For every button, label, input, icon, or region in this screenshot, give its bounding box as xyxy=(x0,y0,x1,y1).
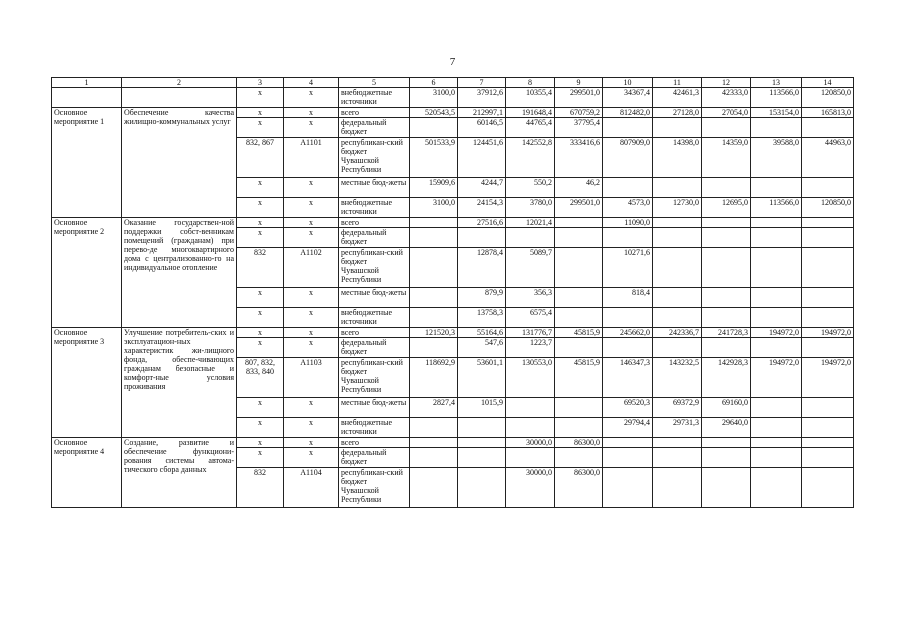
value-cell xyxy=(603,438,653,448)
value-cell: 55164,6 xyxy=(458,328,506,338)
value-cell xyxy=(702,218,751,228)
value-cell: 2827,4 xyxy=(410,398,458,418)
code-cell: х xyxy=(237,198,284,218)
code-cell: х xyxy=(284,88,339,108)
code-cell: х xyxy=(237,308,284,328)
table-row xyxy=(52,438,854,448)
page-number: 7 xyxy=(449,56,456,68)
value-cell: 12021,4 xyxy=(506,218,555,228)
value-cell xyxy=(751,448,802,468)
value-cell: 299501,0 xyxy=(555,88,603,108)
code-cell: х xyxy=(284,118,339,138)
value-cell: 153154,0 xyxy=(751,108,802,118)
value-cell: 4573,0 xyxy=(603,198,653,218)
value-cell: 3100,0 xyxy=(410,88,458,108)
value-cell xyxy=(410,288,458,308)
value-cell: 12695,0 xyxy=(702,198,751,218)
value-cell: 212997,1 xyxy=(458,108,506,118)
value-cell xyxy=(653,248,702,288)
source-cell: республикан-ский бюджет Чувашской Республики xyxy=(339,468,410,508)
desc-cell xyxy=(122,88,237,108)
value-cell xyxy=(555,398,603,418)
value-cell: 501533,9 xyxy=(410,138,458,178)
value-cell: 30000,0 xyxy=(506,438,555,448)
value-cell xyxy=(653,468,702,508)
value-cell: 10271,6 xyxy=(603,248,653,288)
value-cell: 69372,9 xyxy=(653,398,702,418)
value-cell: 39588,0 xyxy=(751,138,802,178)
value-cell: 333416,6 xyxy=(555,138,603,178)
value-cell: 879,9 xyxy=(458,288,506,308)
code-cell: х xyxy=(284,178,339,198)
value-cell: 818,4 xyxy=(603,288,653,308)
value-cell: 242336,7 xyxy=(653,328,702,338)
header-cell: 3 xyxy=(237,78,284,88)
code-cell: х xyxy=(237,338,284,358)
value-cell: 124451,6 xyxy=(458,138,506,178)
value-cell xyxy=(751,218,802,228)
measure-label-cell: Основное мероприятие 2 xyxy=(52,218,122,328)
code-cell: х xyxy=(284,398,339,418)
table-row xyxy=(52,328,854,338)
value-cell: 550,2 xyxy=(506,178,555,198)
code-cell: 832, 867 xyxy=(237,138,284,178)
source-cell: местные бюд-жеты xyxy=(339,288,410,308)
value-cell: 670759,2 xyxy=(555,108,603,118)
source-cell: всего xyxy=(339,438,410,448)
code-cell: х xyxy=(284,198,339,218)
code-cell: х xyxy=(284,338,339,358)
value-cell xyxy=(702,228,751,248)
code-cell: х xyxy=(284,218,339,228)
code-cell: А1101 xyxy=(284,138,339,178)
value-cell xyxy=(802,338,854,358)
value-cell xyxy=(802,398,854,418)
code-cell: х xyxy=(284,418,339,438)
source-cell: федеральный бюджет xyxy=(339,118,410,138)
value-cell xyxy=(751,118,802,138)
value-cell: 34367,4 xyxy=(603,88,653,108)
measure-description-cell: Обеспечение качества жилищно-коммунальных услуг xyxy=(122,108,237,218)
code-cell: х xyxy=(284,228,339,248)
value-cell: 14398,0 xyxy=(653,138,702,178)
value-cell xyxy=(458,438,506,448)
value-cell xyxy=(603,308,653,328)
code-cell: 832 xyxy=(237,468,284,508)
value-cell: 12730,0 xyxy=(653,198,702,218)
value-cell xyxy=(751,338,802,358)
value-cell xyxy=(802,438,854,448)
value-cell xyxy=(702,178,751,198)
value-cell: 120850,0 xyxy=(802,88,854,108)
value-cell xyxy=(802,228,854,248)
value-cell xyxy=(702,308,751,328)
code-cell: х xyxy=(237,178,284,198)
value-cell xyxy=(802,448,854,468)
value-cell xyxy=(802,468,854,508)
value-cell: 53601,1 xyxy=(458,358,506,398)
code-cell: 832 xyxy=(237,248,284,288)
value-cell xyxy=(653,338,702,358)
value-cell: 60146,5 xyxy=(458,118,506,138)
value-cell: 547,6 xyxy=(458,338,506,358)
value-cell: 146347,3 xyxy=(603,358,653,398)
value-cell: 24154,3 xyxy=(458,198,506,218)
budget-table xyxy=(51,77,854,508)
header-cell: 9 xyxy=(555,78,603,88)
value-cell xyxy=(702,288,751,308)
header-cell: 8 xyxy=(506,78,555,88)
code-cell: А1102 xyxy=(284,248,339,288)
value-cell xyxy=(603,118,653,138)
value-cell xyxy=(653,308,702,328)
header-cell: 5 xyxy=(339,78,410,88)
value-cell: 69160,0 xyxy=(702,398,751,418)
value-cell: 1015,9 xyxy=(458,398,506,418)
value-cell xyxy=(751,398,802,418)
value-cell: 143232,5 xyxy=(653,358,702,398)
value-cell xyxy=(555,308,603,328)
measure-label-cell: Основное мероприятие 3 xyxy=(52,328,122,438)
value-cell: 6575,4 xyxy=(506,308,555,328)
value-cell: 14359,0 xyxy=(702,138,751,178)
header-cell: 1 xyxy=(52,78,122,88)
value-cell: 13758,3 xyxy=(458,308,506,328)
table-body xyxy=(52,78,854,508)
header-cell: 13 xyxy=(751,78,802,88)
value-cell xyxy=(410,218,458,228)
value-cell: 113566,0 xyxy=(751,198,802,218)
value-cell xyxy=(555,288,603,308)
value-cell xyxy=(506,418,555,438)
value-cell: 3100,0 xyxy=(410,198,458,218)
value-cell xyxy=(555,218,603,228)
value-cell xyxy=(506,228,555,248)
value-cell: 37795,4 xyxy=(555,118,603,138)
table-row xyxy=(52,218,854,228)
header-cell: 11 xyxy=(653,78,702,88)
measure-description-cell: Создание, развитие и обеспечение функциони-рования системы автома-тического сбора данных xyxy=(122,438,237,508)
value-cell xyxy=(653,178,702,198)
value-cell: 46,2 xyxy=(555,178,603,198)
header-cell: 12 xyxy=(702,78,751,88)
value-cell xyxy=(802,118,854,138)
table-row xyxy=(52,108,854,118)
value-cell: 131776,7 xyxy=(506,328,555,338)
source-cell: местные бюд-жеты xyxy=(339,178,410,198)
value-cell xyxy=(653,288,702,308)
value-cell: 86300,0 xyxy=(555,438,603,448)
value-cell: 3780,0 xyxy=(506,198,555,218)
source-cell: местные бюд-жеты xyxy=(339,398,410,418)
value-cell: 45815,9 xyxy=(555,328,603,338)
measure-description-cell: Оказание государствен-ной поддержки собст-венникам помещений (гражданам) при перево-де многоквартирного дома с централизованно-го на индивидуальное отопление xyxy=(122,218,237,328)
value-cell: 5089,7 xyxy=(506,248,555,288)
value-cell: 245662,0 xyxy=(603,328,653,338)
value-cell: 241728,3 xyxy=(702,328,751,338)
header-cell: 6 xyxy=(410,78,458,88)
value-cell: 113566,0 xyxy=(751,88,802,108)
code-cell: х xyxy=(237,118,284,138)
value-cell xyxy=(410,448,458,468)
value-cell xyxy=(802,178,854,198)
value-cell xyxy=(410,338,458,358)
value-cell: 42461,3 xyxy=(653,88,702,108)
value-cell: 86300,0 xyxy=(555,468,603,508)
value-cell: 356,3 xyxy=(506,288,555,308)
code-cell: х xyxy=(237,418,284,438)
value-cell xyxy=(751,308,802,328)
source-cell: федеральный бюджет xyxy=(339,338,410,358)
header-cell: 14 xyxy=(802,78,854,88)
source-cell: республикан-ский бюджет Чувашской Республики xyxy=(339,138,410,178)
code-cell: х xyxy=(237,88,284,108)
value-cell xyxy=(802,418,854,438)
value-cell xyxy=(702,448,751,468)
value-cell xyxy=(555,448,603,468)
value-cell xyxy=(702,338,751,358)
value-cell xyxy=(410,308,458,328)
value-cell xyxy=(653,228,702,248)
code-cell: х xyxy=(284,438,339,448)
code-cell: А1104 xyxy=(284,468,339,508)
value-cell xyxy=(603,228,653,248)
value-cell: 807909,0 xyxy=(603,138,653,178)
value-cell xyxy=(751,178,802,198)
value-cell: 121520,3 xyxy=(410,328,458,338)
value-cell: 120850,0 xyxy=(802,198,854,218)
source-cell: федеральный бюджет xyxy=(339,448,410,468)
value-cell: 29794,4 xyxy=(603,418,653,438)
code-cell: х xyxy=(237,438,284,448)
code-cell: х xyxy=(237,328,284,338)
value-cell: 27516,6 xyxy=(458,218,506,228)
value-cell: 29640,0 xyxy=(702,418,751,438)
value-cell: 11090,0 xyxy=(603,218,653,228)
value-cell xyxy=(603,338,653,358)
value-cell xyxy=(751,288,802,308)
code-cell: х xyxy=(237,288,284,308)
header-cell: 10 xyxy=(603,78,653,88)
value-cell xyxy=(603,468,653,508)
code-cell: х xyxy=(237,228,284,248)
value-cell: 45815,9 xyxy=(555,358,603,398)
value-cell xyxy=(458,228,506,248)
value-cell: 191648,4 xyxy=(506,108,555,118)
value-cell: 37912,6 xyxy=(458,88,506,108)
value-cell xyxy=(802,308,854,328)
value-cell: 194972,0 xyxy=(802,328,854,338)
value-cell: 1223,7 xyxy=(506,338,555,358)
source-cell: республикан-ский бюджет Чувашской Республики xyxy=(339,358,410,398)
value-cell: 27128,0 xyxy=(653,108,702,118)
value-cell xyxy=(702,468,751,508)
table-row xyxy=(52,88,854,108)
value-cell xyxy=(603,178,653,198)
value-cell xyxy=(603,448,653,468)
value-cell xyxy=(458,468,506,508)
value-cell xyxy=(802,288,854,308)
code-cell: х xyxy=(284,328,339,338)
label-cell xyxy=(52,88,122,108)
value-cell: 44765,4 xyxy=(506,118,555,138)
value-cell xyxy=(751,438,802,448)
value-cell xyxy=(702,248,751,288)
value-cell xyxy=(653,218,702,228)
value-cell: 44963,0 xyxy=(802,138,854,178)
source-cell: внебюджетные источники xyxy=(339,308,410,328)
value-cell xyxy=(506,448,555,468)
source-cell: внебюджетные источники xyxy=(339,418,410,438)
source-cell: республикан-ский бюджет Чувашской Республики xyxy=(339,248,410,288)
value-cell: 165813,0 xyxy=(802,108,854,118)
code-cell: х xyxy=(237,108,284,118)
value-cell xyxy=(458,418,506,438)
value-cell: 812482,0 xyxy=(603,108,653,118)
value-cell: 142928,3 xyxy=(702,358,751,398)
value-cell xyxy=(410,118,458,138)
header-row xyxy=(52,78,854,88)
code-cell: 807, 832, 833, 840 xyxy=(237,358,284,398)
value-cell xyxy=(555,418,603,438)
value-cell: 10355,4 xyxy=(506,88,555,108)
value-cell: 118692,9 xyxy=(410,358,458,398)
header-cell: 2 xyxy=(122,78,237,88)
value-cell: 69520,3 xyxy=(603,398,653,418)
value-cell: 42333,0 xyxy=(702,88,751,108)
measure-description-cell: Улучшение потребитель-ских и эксплуатацион-ных характеристик жи-лищного фонда, обеспе-чивающих гражданам безопасные и комфорт-ные условия проживания xyxy=(122,328,237,438)
value-cell xyxy=(458,448,506,468)
value-cell: 194972,0 xyxy=(751,358,802,398)
code-cell: х xyxy=(237,218,284,228)
code-cell: х xyxy=(284,448,339,468)
value-cell xyxy=(506,398,555,418)
value-cell xyxy=(802,248,854,288)
measure-label-cell: Основное мероприятие 1 xyxy=(52,108,122,218)
value-cell: 520543,5 xyxy=(410,108,458,118)
value-cell xyxy=(751,468,802,508)
value-cell: 142552,8 xyxy=(506,138,555,178)
value-cell: 27054,0 xyxy=(702,108,751,118)
value-cell xyxy=(410,418,458,438)
code-cell: А1103 xyxy=(284,358,339,398)
value-cell xyxy=(410,248,458,288)
value-cell xyxy=(751,248,802,288)
value-cell: 299501,0 xyxy=(555,198,603,218)
code-cell: х xyxy=(237,398,284,418)
source-cell: внебюджетные источники xyxy=(339,88,410,108)
value-cell xyxy=(702,438,751,448)
code-cell: х xyxy=(284,288,339,308)
value-cell xyxy=(653,438,702,448)
value-cell xyxy=(555,338,603,358)
source-cell: федеральный бюджет xyxy=(339,228,410,248)
value-cell: 15909,6 xyxy=(410,178,458,198)
value-cell xyxy=(751,228,802,248)
code-cell: х xyxy=(237,448,284,468)
value-cell xyxy=(410,468,458,508)
header-cell: 4 xyxy=(284,78,339,88)
value-cell xyxy=(653,448,702,468)
code-cell: х xyxy=(284,108,339,118)
source-cell: всего xyxy=(339,218,410,228)
code-cell: х xyxy=(284,308,339,328)
value-cell: 29731,3 xyxy=(653,418,702,438)
measure-label-cell: Основное мероприятие 4 xyxy=(52,438,122,508)
value-cell: 194972,0 xyxy=(802,358,854,398)
value-cell xyxy=(555,248,603,288)
value-cell: 30000,0 xyxy=(506,468,555,508)
value-cell xyxy=(802,218,854,228)
value-cell xyxy=(751,418,802,438)
source-cell: всего xyxy=(339,328,410,338)
value-cell xyxy=(410,438,458,448)
source-cell: внебюджетные источники xyxy=(339,198,410,218)
value-cell: 130553,0 xyxy=(506,358,555,398)
value-cell: 194972,0 xyxy=(751,328,802,338)
header-cell: 7 xyxy=(458,78,506,88)
source-cell: всего xyxy=(339,108,410,118)
value-cell xyxy=(410,228,458,248)
value-cell: 4244,7 xyxy=(458,178,506,198)
value-cell xyxy=(653,118,702,138)
value-cell xyxy=(702,118,751,138)
value-cell: 12878,4 xyxy=(458,248,506,288)
value-cell xyxy=(555,228,603,248)
